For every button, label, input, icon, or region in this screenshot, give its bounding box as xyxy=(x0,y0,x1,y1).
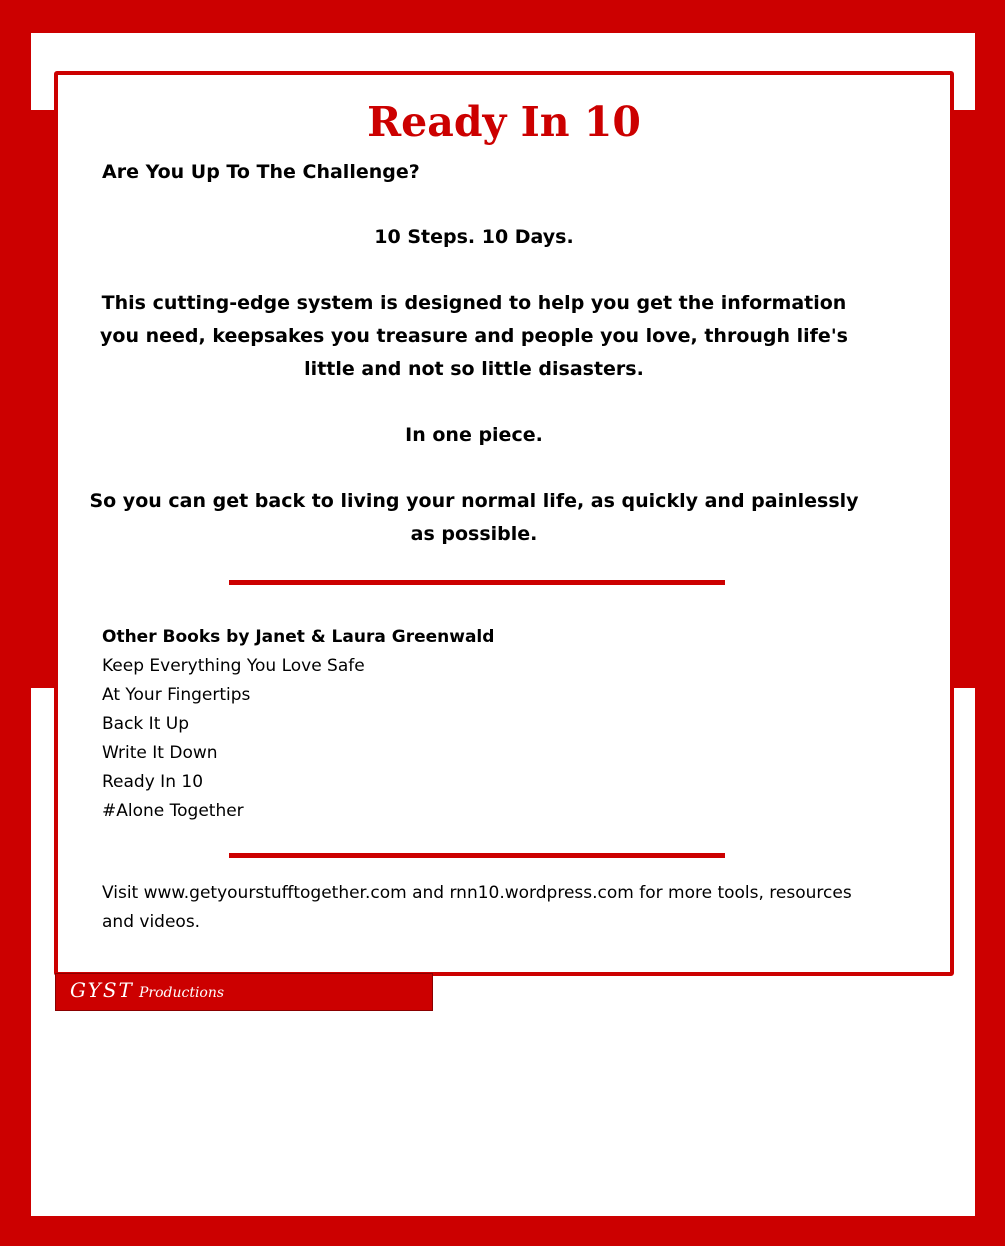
publisher-tag xyxy=(55,973,433,1011)
one-piece-text: In one piece. xyxy=(405,424,543,446)
publisher-name-big: GYST xyxy=(70,978,134,1002)
visit-websites-text: Visit www.getyourstufftogether.com and rnn10.wordpress.com for more tools, resources and videos. xyxy=(102,883,852,932)
book-title: Ready In 10 xyxy=(367,98,641,146)
other-books-list xyxy=(102,623,494,826)
book-item: At Your Fingertips xyxy=(102,685,251,705)
tagline: 10 Steps. 10 Days. xyxy=(374,226,574,248)
other-books-heading: Other Books by Janet & Laura Greenwald xyxy=(102,627,495,647)
book-item: #Alone Together xyxy=(102,801,244,821)
closing-text: So you can get back to living your normal life, as quickly and painlessly as possible. xyxy=(89,490,859,545)
publisher-name-small: Productions xyxy=(138,985,225,1001)
book-item: Ready In 10 xyxy=(102,772,204,792)
divider-top xyxy=(229,580,725,585)
book-item: Back It Up xyxy=(102,714,189,734)
back-cover-card xyxy=(54,71,954,976)
book-item: Write It Down xyxy=(102,743,218,763)
book-item: Keep Everything You Love Safe xyxy=(102,656,365,676)
challenge-subtitle: Are You Up To The Challenge? xyxy=(102,161,420,183)
description: This cutting-edge system is designed to help you get the information you need, keepsakes you treasure and people you love, through life's little and not so little disasters. xyxy=(100,292,848,380)
divider-bottom xyxy=(229,853,725,858)
